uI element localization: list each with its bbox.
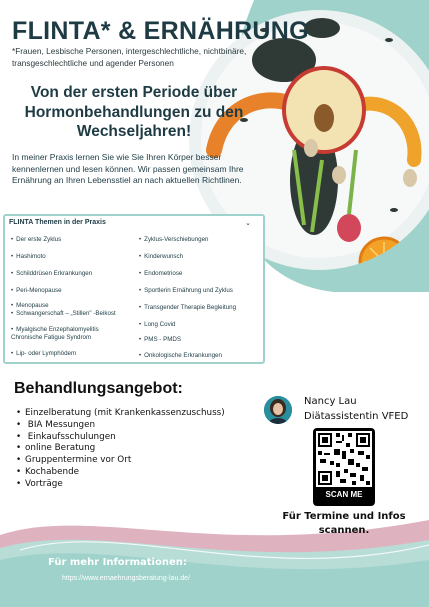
offer-item: • Vorträge: [16, 478, 63, 489]
topic-item: • Hashimoto: [11, 253, 46, 260]
person-name: Nancy Lau: [304, 396, 357, 407]
offer-item: • online Beratung: [16, 443, 96, 454]
topic-item-continued: Chronische Fatigue Syndrom: [11, 334, 92, 341]
topic-item: • Transgender Therapie Begleitung: [139, 304, 237, 311]
footer-heading: Für mehr Informationen:: [48, 557, 187, 568]
offer-item: • Gruppentermine vor Ort: [16, 455, 132, 466]
topic-item: • Myalgische Enzephalomyelitis: [11, 326, 99, 333]
offer-item: • Einkaufsschulungen: [16, 431, 116, 442]
topic-item: • Schilddrüsen Erkrankungen: [11, 270, 93, 277]
topic-item: • PMS - PMDS: [139, 336, 181, 343]
title-footnote: *Frauen, Lesbische Personen, intergeschlechtliche, nichtbinäre, transgeschlechtliche und agender Personen: [12, 46, 247, 68]
scan-me-label: SCAN ME: [325, 490, 363, 499]
website-link[interactable]: https://www.ernaehrungsberatung-lau.de/: [62, 575, 191, 582]
offer-item: • BIA Messungen: [16, 419, 96, 430]
offers-heading: Behandlungsangebot:: [14, 380, 183, 397]
topics-box: [3, 214, 265, 364]
topic-item: • Long Covid: [139, 321, 176, 328]
offer-item: • Kochabende: [16, 466, 80, 477]
offers-list: [16, 408, 225, 491]
topic-item: • Endometriose: [139, 270, 183, 277]
topic-item: • Onkologische Erkrankungen: [139, 352, 222, 359]
call-to-action: Für Termine und Infos scannen.: [282, 511, 406, 536]
topic-item: • Peri-Menopause: [11, 287, 62, 294]
headline: Von der ersten Periode über Hormonbehandlungen zu den Wechseljahren!: [24, 84, 244, 140]
topic-item: • Zyklus-Verschiebungen: [139, 236, 209, 243]
qr-code[interactable]: [313, 428, 375, 506]
topic-item: • Lip- oder Lymphödem: [11, 350, 77, 357]
topic-item: • Der erste Zyklus: [11, 236, 62, 243]
topic-item: • Schwangerschaft – „Stillen" -Beikost: [11, 310, 116, 317]
topics-title: FLINTA Themen in der Praxis: [9, 219, 106, 226]
qr-pattern: [316, 431, 372, 487]
topic-item: • Menopause: [11, 302, 49, 309]
avatar: [264, 396, 292, 424]
topic-item: • Sportlerin Ernährung und Zyklus: [139, 287, 233, 294]
intro-text: In meiner Praxis lernen Sie wie Sie Ihren Körper besser kennenlernen und lesen können. Wir passen gemeinsam Ihre Ernährung an Ihren Lebensstiel an nach aktuellen Richtlinen.: [12, 152, 244, 185]
offer-item: • Einzelberatung (mit Krankenkassenzuschuss): [16, 408, 225, 418]
page-title: FLINTA* & ERNÄHRUNG: [12, 17, 309, 45]
chevron-down-icon: ⌄: [245, 220, 251, 227]
person-role: Diätassistentin VFED: [304, 411, 409, 422]
topic-item: • Kinderwunsch: [139, 253, 184, 260]
